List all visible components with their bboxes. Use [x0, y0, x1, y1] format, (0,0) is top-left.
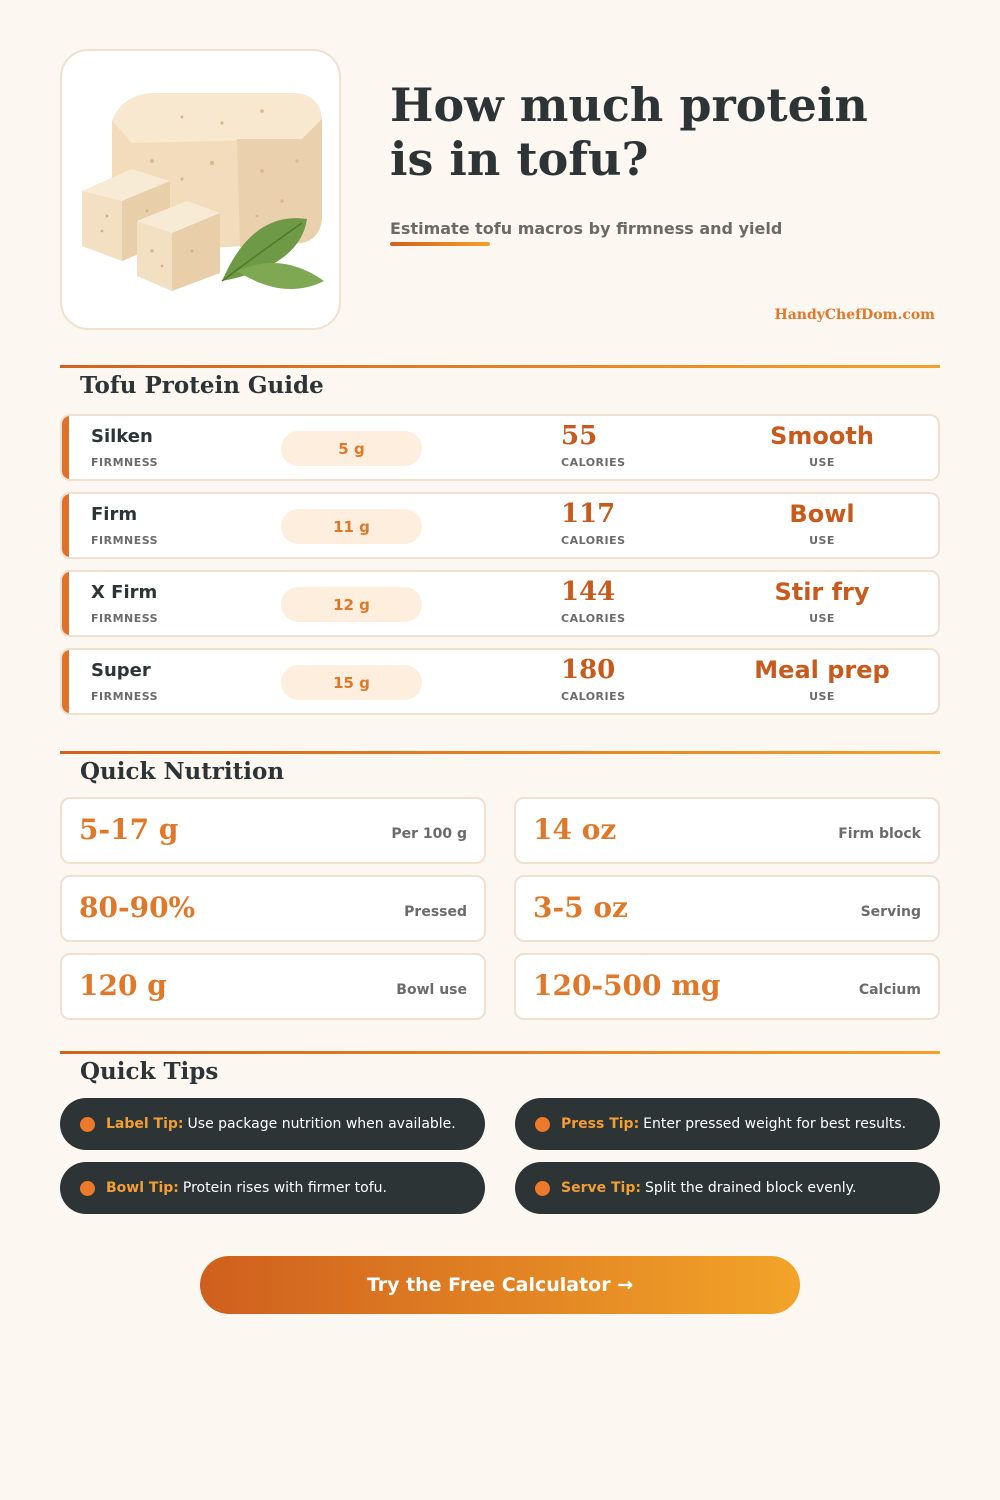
tip-label: Press Tip: — [561, 1116, 640, 1132]
firmness-name: Silken — [91, 426, 153, 447]
bullet-icon — [535, 1181, 550, 1196]
stat-value: 80-90% — [79, 891, 196, 924]
calories-label: CALORIES — [561, 534, 626, 547]
calculator-cta-button[interactable]: Try the Free Calculator → — [200, 1256, 800, 1314]
bullet-icon — [535, 1117, 550, 1132]
stat-value: 120 g — [79, 969, 167, 1002]
protein-pill: 15 g — [281, 665, 422, 700]
title-line-1: How much protein — [390, 78, 868, 132]
use-value: Bowl — [789, 500, 855, 528]
firmness-label: FIRMNESS — [91, 456, 159, 469]
bullet-icon — [80, 1117, 95, 1132]
stat-label: Calcium — [858, 982, 921, 998]
protein-pill: 11 g — [281, 509, 422, 544]
calories-value: 180 — [561, 655, 616, 685]
firmness-label: FIRMNESS — [91, 690, 159, 703]
section-divider — [60, 1051, 940, 1054]
stat-label: Serving — [860, 904, 921, 920]
firmness-name: Firm — [91, 504, 138, 525]
guide-row — [60, 414, 940, 481]
tip-label: Serve Tip: — [561, 1180, 641, 1196]
stat-label: Per 100 g — [391, 826, 467, 842]
tip-text: Use package nutrition when available. — [187, 1116, 456, 1132]
stat-value: 14 oz — [533, 813, 617, 846]
tip-pill — [515, 1098, 940, 1150]
use-value: Smooth — [770, 422, 874, 450]
tips-title: Quick Tips — [80, 1058, 219, 1085]
stat-value: 5-17 g — [79, 813, 179, 846]
section-divider — [60, 751, 940, 754]
use-value: Stir fry — [774, 578, 870, 606]
site-name: HandyChefDom.com — [774, 307, 935, 323]
protein-pill: 5 g — [281, 431, 422, 466]
tip-text: Protein rises with firmer tofu. — [182, 1180, 387, 1196]
firmness-name: X Firm — [91, 582, 158, 603]
stat-label: Bowl use — [396, 982, 467, 998]
nutrition-title: Quick Nutrition — [80, 758, 285, 785]
firmness-name: Super — [91, 660, 151, 681]
page-subtitle: Estimate tofu macros by firmness and yield — [390, 219, 783, 238]
title-line-2: is in tofu? — [390, 132, 649, 186]
guide-row — [60, 648, 940, 715]
tip-text: Split the drained block evenly. — [644, 1180, 857, 1196]
calories-label: CALORIES — [561, 456, 626, 469]
nutrition-stat — [514, 797, 940, 864]
use-label: USE — [809, 534, 835, 547]
guide-row — [60, 492, 940, 559]
stat-label: Firm block — [838, 826, 921, 842]
nutrition-stat — [514, 875, 940, 942]
nutrition-stat — [60, 875, 486, 942]
tip-label: Bowl Tip: — [106, 1180, 179, 1196]
use-value: Meal prep — [754, 656, 890, 684]
calories-label: CALORIES — [561, 612, 626, 625]
calories-value: 144 — [561, 577, 616, 607]
calories-label: CALORIES — [561, 690, 626, 703]
stat-value: 3-5 oz — [533, 891, 628, 924]
nutrition-stat — [60, 953, 486, 1020]
guide-row — [60, 570, 940, 637]
nutrition-stat — [514, 953, 940, 1020]
tofu-image — [62, 51, 339, 328]
tofu-illustration — [60, 49, 341, 330]
calories-value: 117 — [561, 499, 616, 529]
bullet-icon — [80, 1181, 95, 1196]
firmness-label: FIRMNESS — [91, 534, 159, 547]
guide-title: Tofu Protein Guide — [80, 372, 324, 399]
tip-pill — [60, 1162, 485, 1214]
protein-pill: 12 g — [281, 587, 422, 622]
nutrition-stat — [60, 797, 486, 864]
tip-pill — [60, 1098, 485, 1150]
page-title — [390, 78, 950, 186]
tip-label: Label Tip: — [106, 1116, 184, 1132]
section-divider — [60, 365, 940, 368]
tip-text: Enter pressed weight for best results. — [643, 1116, 907, 1132]
firmness-label: FIRMNESS — [91, 612, 159, 625]
stat-value: 120-500 mg — [533, 969, 721, 1002]
tip-pill — [515, 1162, 940, 1214]
use-label: USE — [809, 612, 835, 625]
stat-label: Pressed — [404, 904, 467, 920]
use-label: USE — [809, 456, 835, 469]
calories-value: 55 — [561, 421, 598, 451]
subtitle-underline — [390, 242, 490, 246]
use-label: USE — [809, 690, 835, 703]
